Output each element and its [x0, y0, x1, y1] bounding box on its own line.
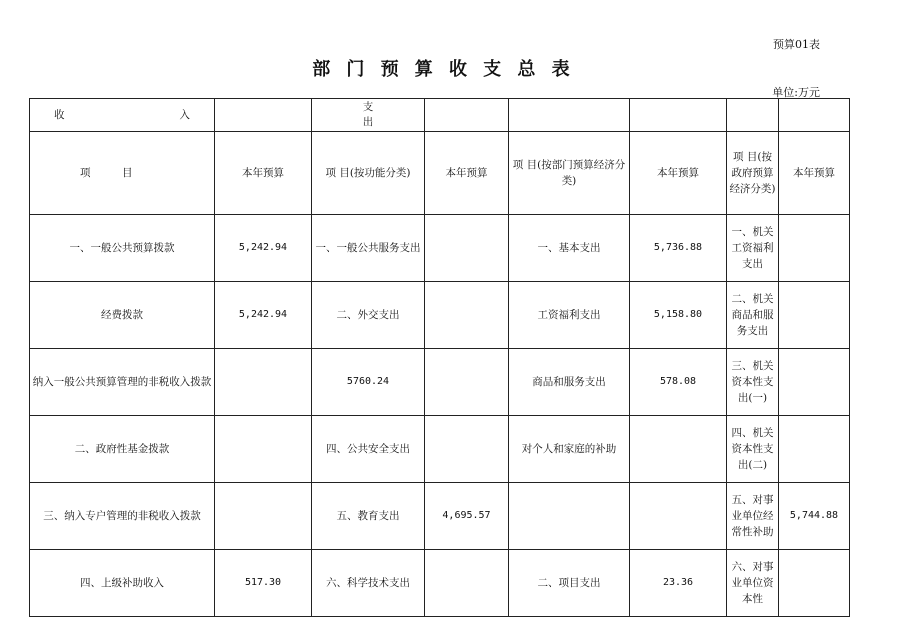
table-row	[30, 550, 850, 617]
blank-header-cell	[509, 99, 630, 132]
gov-econ-amount-cell	[779, 416, 850, 483]
table-row	[30, 416, 850, 483]
budget-summary-table	[29, 98, 850, 617]
dept-econ-item-cell: 商品和服务支出	[509, 349, 630, 416]
table-row	[30, 349, 850, 416]
func-budget-header: 本年预算	[425, 132, 509, 215]
income-header: 收入	[30, 99, 215, 132]
dept-econ-amount-cell	[630, 483, 727, 550]
gov-econ-budget-header: 本年预算	[779, 132, 850, 215]
dept-econ-item-cell: 一、基本支出	[509, 215, 630, 282]
func-amount-cell	[425, 349, 509, 416]
blank-header-cell	[630, 99, 727, 132]
income-item-cell: 二、政府性基金拨款	[30, 416, 215, 483]
gov-econ-amount-cell	[779, 282, 850, 349]
func-item-cell: 一、一般公共服务支出	[312, 215, 425, 282]
gov-econ-item-cell: 二、机关商品和服务支出	[727, 282, 779, 349]
func-item-cell: 5760.24	[312, 349, 425, 416]
gov-econ-amount-cell	[779, 215, 850, 282]
income-amount-cell: 517.30	[215, 550, 312, 617]
table-row	[30, 215, 850, 282]
income-item-cell: 经费拨款	[30, 282, 215, 349]
dept-econ-budget-header: 本年预算	[630, 132, 727, 215]
func-item-cell: 二、外交支出	[312, 282, 425, 349]
blank-header-cell	[425, 99, 509, 132]
gov-econ-item-cell: 四、机关资本性支出(二)	[727, 416, 779, 483]
dept-econ-item-cell: 二、项目支出	[509, 550, 630, 617]
income-amount-cell: 5,242.94	[215, 215, 312, 282]
func-item-header: 项 目(按功能分类)	[312, 132, 425, 215]
income-item-cell: 三、纳入专户管理的非税收入拨款	[30, 483, 215, 550]
expense-header: 支 出	[312, 99, 425, 132]
dept-econ-amount-cell: 5,158.80	[630, 282, 727, 349]
blank-header-cell	[215, 99, 312, 132]
dept-econ-item-cell: 工资福利支出	[509, 282, 630, 349]
blank-header-cell	[779, 99, 850, 132]
func-item-cell: 四、公共安全支出	[312, 416, 425, 483]
income-item-cell: 四、上级补助收入	[30, 550, 215, 617]
income-amount-cell: 5,242.94	[215, 282, 312, 349]
unit-label: 单位:万元	[772, 86, 820, 99]
gov-econ-amount-cell	[779, 550, 850, 617]
income-budget-header: 本年预算	[215, 132, 312, 215]
gov-econ-amount-cell: 5,744.88	[779, 483, 850, 550]
income-amount-cell	[215, 483, 312, 550]
gov-econ-item-cell: 三、机关资本性支出(一)	[727, 349, 779, 416]
func-amount-cell	[425, 215, 509, 282]
gov-econ-item-cell: 一、机关工资福利支出	[727, 215, 779, 282]
func-amount-cell	[425, 416, 509, 483]
income-item-header: 项目	[30, 132, 215, 215]
func-amount-cell: 4,695.57	[425, 483, 509, 550]
gov-econ-item-header: 项 目(按政府预算经济分类)	[727, 132, 779, 215]
gov-econ-amount-cell	[779, 349, 850, 416]
page-title: 部门预算收支总表	[312, 59, 586, 80]
gov-econ-item-cell: 五、对事业单位经常性补助	[727, 483, 779, 550]
dept-econ-item-cell: 对个人和家庭的补助	[509, 416, 630, 483]
income-amount-cell	[215, 416, 312, 483]
income-item-cell: 一、一般公共预算拨款	[30, 215, 215, 282]
gov-econ-item-cell: 六、对事业单位资本性	[727, 550, 779, 617]
dept-econ-item-header: 项 目(按部门预算经济分类)	[509, 132, 630, 215]
blank-header-cell	[727, 99, 779, 132]
func-amount-cell	[425, 282, 509, 349]
dept-econ-item-cell	[509, 483, 630, 550]
income-item-cell: 纳入一般公共预算管理的非税收入拨款	[30, 349, 215, 416]
dept-econ-amount-cell: 578.08	[630, 349, 727, 416]
func-amount-cell	[425, 550, 509, 617]
table-header-row	[30, 99, 850, 132]
func-item-cell: 六、科学技术支出	[312, 550, 425, 617]
income-amount-cell	[215, 349, 312, 416]
form-number: 预算01表	[773, 38, 820, 51]
func-item-cell: 五、教育支出	[312, 483, 425, 550]
dept-econ-amount-cell: 23.36	[630, 550, 727, 617]
dept-econ-amount-cell: 5,736.88	[630, 215, 727, 282]
table-row	[30, 483, 850, 550]
dept-econ-amount-cell	[630, 416, 727, 483]
table-subheader-row	[30, 132, 850, 215]
table-row	[30, 282, 850, 349]
